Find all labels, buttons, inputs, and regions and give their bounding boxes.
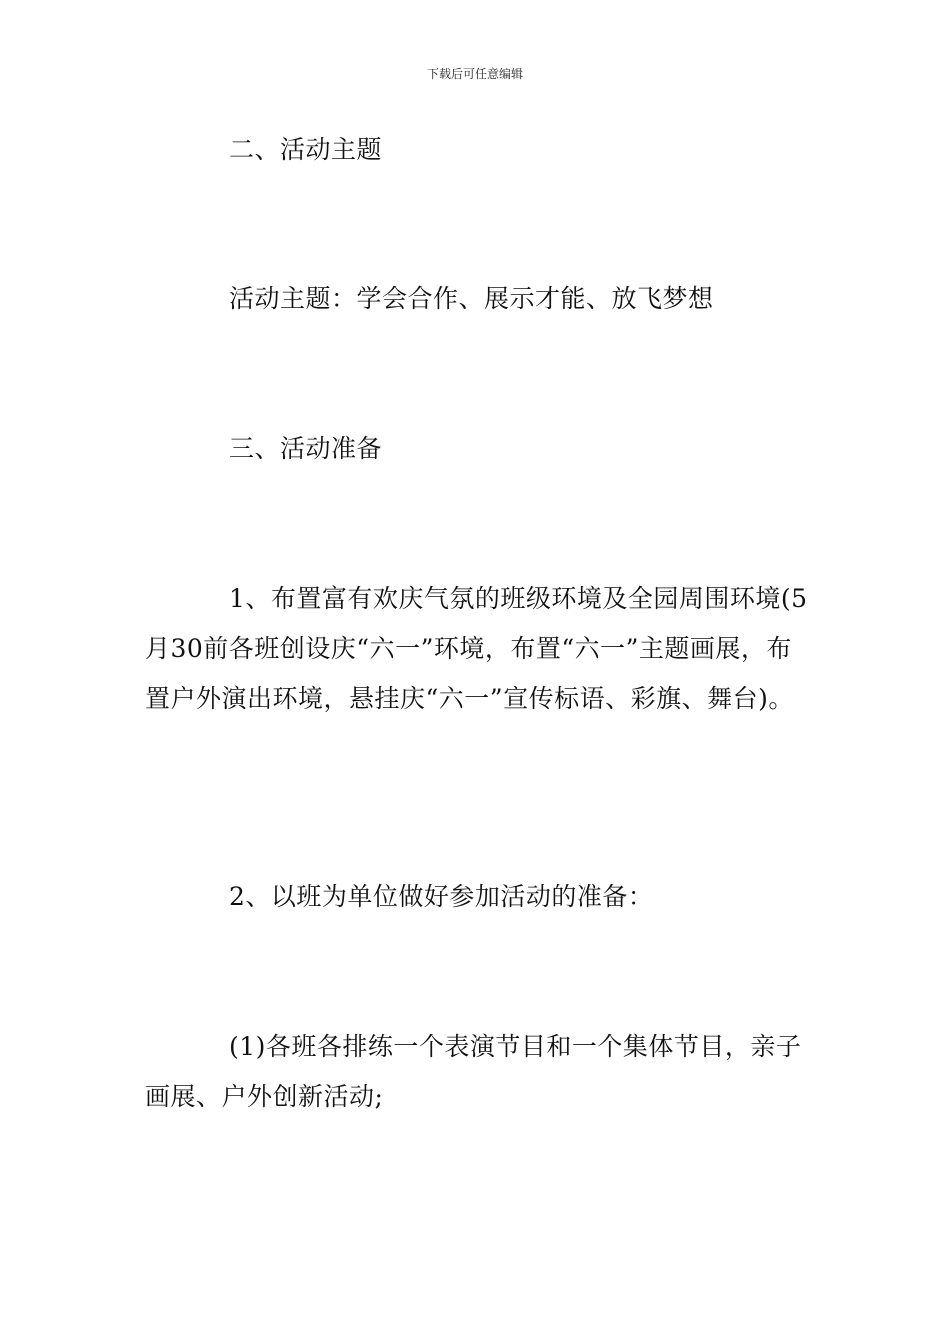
preparation-item-1: 1、布置富有欢庆气氛的班级环境及全园周围环境(5月30前各班创设庆“六一”环境，布置“六一”主题画展，布置户外演出环境，悬挂庆“六一”宣传标语、彩旗、舞台)。 xyxy=(145,584,808,713)
preparation-item-2: 2、以班为单位做好参加活动的准备： xyxy=(229,882,654,911)
page-header-note: 下载后可任意编辑 xyxy=(426,67,523,81)
section-heading-preparation: 三、活动准备 xyxy=(229,434,383,463)
section-heading-theme: 二、活动主题 xyxy=(229,135,383,164)
theme-statement: 活动主题：学会合作、展示才能、放飞梦想 xyxy=(229,284,714,313)
preparation-subitem-1: (1)各班各排练一个表演节目和一个集体节目，亲子画展、户外创新活动; xyxy=(145,1032,802,1111)
